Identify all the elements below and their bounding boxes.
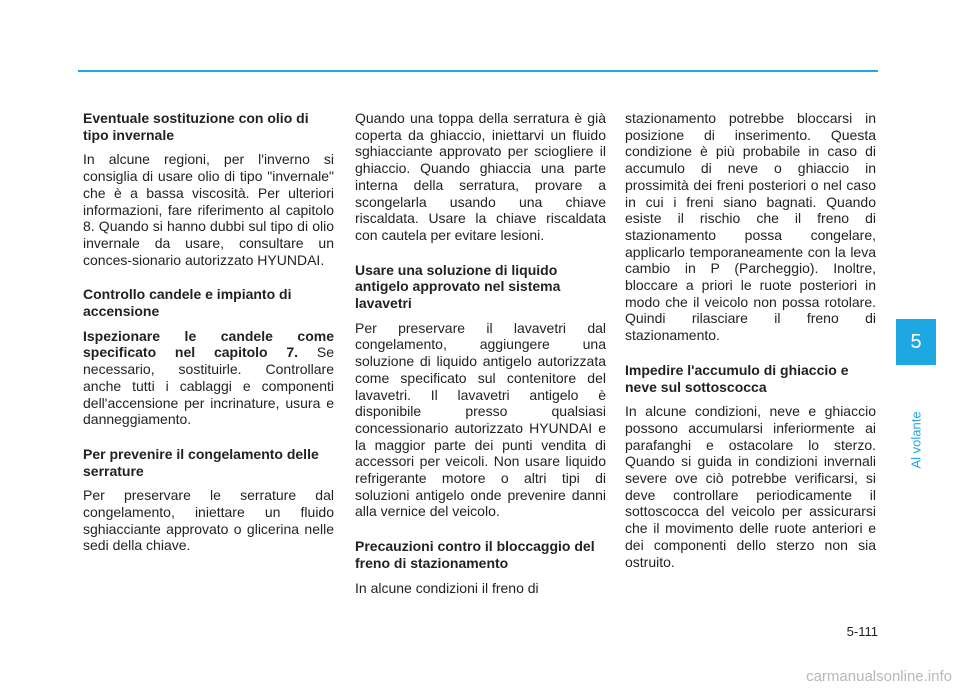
- paragraph-spark-plugs-rest: Se necessario, sostituirle. Controllare anche tutti i cablaggi e componenti dell'accensione per incrinature, usura e danneggiamento.: [83, 344, 334, 428]
- heading-winter-oil: Eventuale sostituzione con olio di tipo invernale: [83, 110, 309, 143]
- paragraph-spark-plugs-bold: Ispezionare le candele come specificato nel capitolo 7.: [83, 327, 334, 361]
- paragraph-parking-brake-start: In alcune condizioni il freno di: [355, 579, 539, 596]
- paragraph-winter-oil: In alcune regioni, per l'inverno si consiglia di usare olio di tipo "invernale" che è a bassa viscosità. Per ulteriori informazioni, fare riferimento al capitolo 8. Quando si hanno dubbi sul tipo di olio invernale da usare, consultare un conces-sionario autorizzato HYUNDAI.: [83, 151, 334, 268]
- column-3: [625, 110, 876, 570]
- chapter-title: Al volante: [908, 411, 924, 469]
- watermark: carmanualsonline.info: [806, 668, 952, 685]
- heading-parking-brake: Precauzioni contro il bloccaggio del freno di stazionamento: [355, 538, 595, 571]
- header-rule: [78, 70, 878, 72]
- page-number: 5-111: [846, 624, 878, 639]
- heading-washer-antifreeze: Usare una soluzione di liquido antigelo approvato nel sistema lavavetri: [355, 261, 561, 312]
- paragraph-lock-freezing: Per preservare le serrature dal congelamento, iniettare un fluido sghiacciante approvato o glicerina nelle sedi della chiave.: [83, 487, 334, 554]
- column-2: [355, 110, 606, 596]
- paragraph-underbody-ice: In alcune condizioni, neve e ghiaccio possono accumularsi inferiormente ai parafanghi e ostacolare lo sterzo. Quando si guida in condizioni invernali severe ove ciò potrebbe verificarsi, si deve controllare periodicamente il sottoscocca del veicolo per assicurarsi che il movimento delle ruote anteriori e dei componenti dello sterzo non sia ostruito.: [625, 403, 876, 570]
- paragraph-washer-antifreeze: Per preservare il lavavetri dal congelamento, aggiungere una soluzione di liquido antigelo autorizzata come specificato sul contenitore del lavavetri. Il lavavetri antigelo è disponibile presso qualsiasi concessionario autorizzato HYUNDAI e la maggior parte dei punti vendita di accessori per veicoli. Non usare liquido refrigerante motore o altri tipi di soluzioni antigelo onde prevenire danni alla vernice del veicolo.: [355, 319, 606, 520]
- column-1: [83, 110, 334, 554]
- heading-underbody-ice: Impedire l'accumulo di ghiaccio e neve sul sottoscocca: [625, 361, 849, 395]
- chapter-tab: 5: [896, 319, 936, 365]
- paragraph-parking-brake-cont: stazionamento potrebbe bloccarsi in posizione di inserimento. Questa condizione è più probabile in caso di accumulo di neve o ghiaccio in prossimità dei freni posteriori o nel caso in cui i freni siano bagnati. Quando esiste il rischio che il freno di stazionamento possa congelare, applicarlo temporaneamente con la leva cambio in P (Parcheggio). Inoltre, bloccare a priori le ruote posteriori in modo che il veicolo non possa rotolare. Quindi rilasciare il freno di stazionamento.: [625, 110, 876, 344]
- paragraph-spark-plugs: [83, 328, 334, 428]
- heading-spark-plugs: Controllo candele e impianto di accensione: [83, 286, 292, 320]
- heading-lock-freezing: Per prevenire il congelamento delle serrature: [83, 445, 319, 479]
- paragraph-frozen-lock: Quando una toppa della serratura è già coperta da ghiaccio, iniettarvi un fluido sghiacciante approvato per sciogliere il ghiaccio. Quando ghiaccia una parte interna della serratura, provare a scongelarla usando una chiave riscaldata. Usare la chiave riscaldata con cautela per evitare lesioni.: [355, 110, 606, 243]
